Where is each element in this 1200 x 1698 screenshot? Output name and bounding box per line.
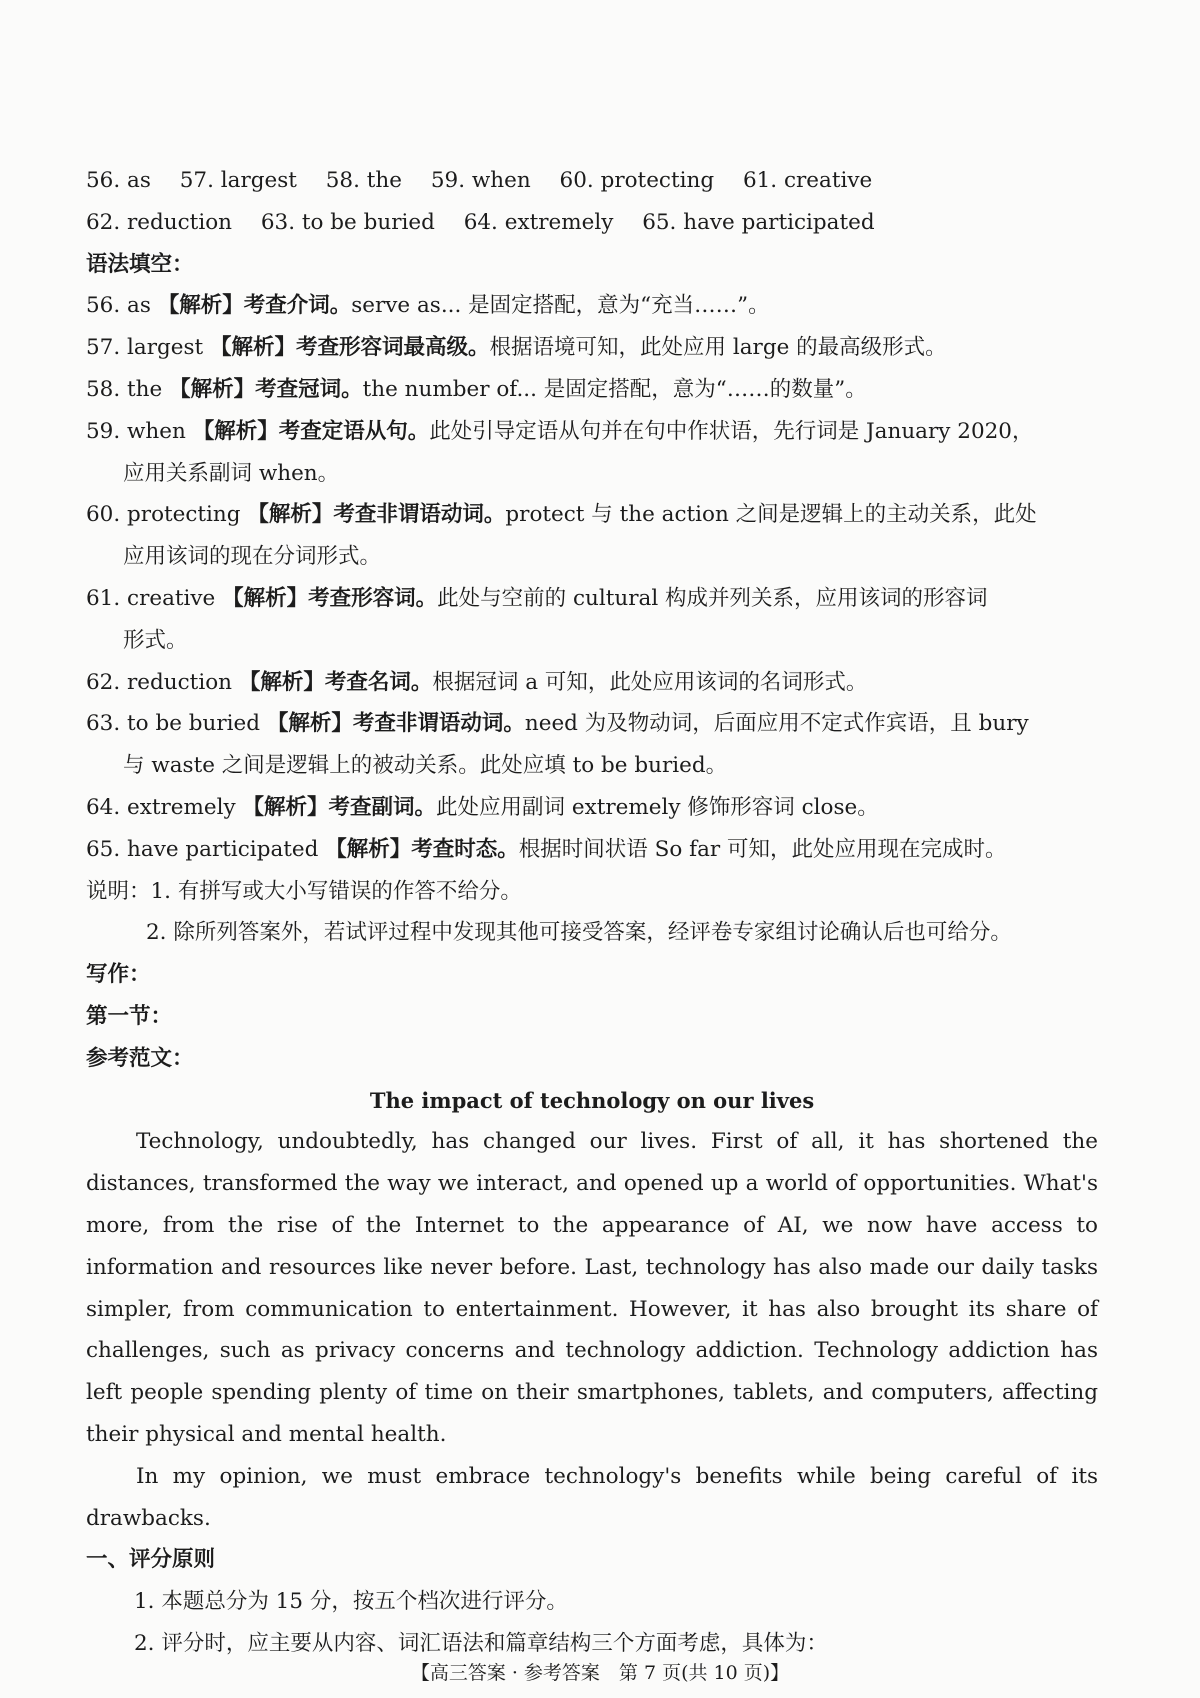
answer-item: 61. creative <box>742 168 873 193</box>
explanation-answer: 57. largest <box>86 335 204 361</box>
explanation-tag: 【解析】考查时态。 <box>325 836 519 862</box>
scoring-rule-2: 2. 评分时，应主要从内容、词汇语法和篇章结构三个方面考虑，具体为： <box>134 1630 828 1656</box>
essay-paragraph-1: Technology, undoubtedly, has changed our lives. First of all, it has shortened the distances, transformed the way we interact, and opened up a world of opportunities. What's more, from the rise of the Internet to the appearance of AI, we now have access to information and resources like never before. Last, technology has also made our daily tasks simpler, from communication to entertainment. However, it has also brought its share of challenges, such as privacy concerns and technology addiction. Technology addiction has left people spending plenty of time on their smartphones, tablets, and computers, affecting their physical and mental health. <box>86 1129 1098 1447</box>
explanation-56 <box>86 285 1098 327</box>
answer-item: 58. the <box>325 168 402 193</box>
explanation-answer: 59. when <box>86 418 186 444</box>
explanation-answer: 64. extremely <box>86 794 236 820</box>
explanation-text: serve as... 是固定搭配，意为“充当……”。 <box>351 293 770 319</box>
explanation-tag: 【解析】考查形容词最高级。 <box>210 335 490 361</box>
explanation-text: 根据时间状语 So far 可知，此处应用现在完成时。 <box>518 836 1007 862</box>
answer-item: 59. when <box>430 168 531 193</box>
explanation-text: 此处引导定语从句并在句中作状语，先行词是 January 2020， <box>429 418 1034 444</box>
explanation-64 <box>86 787 1098 829</box>
explanation-60 <box>86 494 1098 536</box>
explanation-text: 此处应用副词 extremely 修饰形容词 close。 <box>436 794 879 820</box>
explanation-answer: 63. to be buried <box>86 711 261 737</box>
explanation-answer: 56. as <box>86 293 151 319</box>
answer-item: 57. largest <box>179 168 297 193</box>
explanation-62 <box>86 662 1098 704</box>
note-2: 2. 除所列答案外，若试评过程中发现其他可接受答案，经评卷专家组讨论确认后也可给分。 <box>146 920 1012 946</box>
answer-item: 60. protecting <box>559 168 715 193</box>
explanation-58 <box>86 369 1098 411</box>
explanation-tag: 【解析】考查定语从句。 <box>192 418 430 444</box>
explanation-answer: 61. creative <box>86 585 216 611</box>
explanation-tag: 【解析】考查名词。 <box>238 669 433 695</box>
scoring-heading: 一、评分原则 <box>86 1547 216 1573</box>
explanation-59-continued: 应用关系副词 when。 <box>123 460 340 486</box>
explanation-text: 此处与空前的 cultural 构成并列关系，应用该词的形容词 <box>437 585 988 611</box>
grammar-heading: 语法填空： <box>86 251 194 277</box>
answer-item: 62. reduction <box>86 209 232 235</box>
explanation-tag: 【解析】考查形容词。 <box>222 585 438 611</box>
explanation-answer: 62. reduction <box>86 669 232 695</box>
answer-item: 56. as <box>86 168 151 193</box>
explanation-text: protect 与 the action 之间是逻辑上的主动关系，此处 <box>505 502 1037 528</box>
answer-item: 64. extremely <box>463 209 614 235</box>
explanation-tag: 【解析】考查非谓语动词。 <box>266 711 525 737</box>
explanation-65 <box>86 829 1098 871</box>
writing-heading: 写作： <box>86 962 151 988</box>
explanation-57 <box>86 327 1098 369</box>
scoring-rule-1: 1. 本题总分为 15 分，按五个档次进行评分。 <box>134 1589 568 1615</box>
essay-paragraph-2: In my opinion, we must embrace technology's benefits while being careful of its drawbacks. <box>86 1463 1098 1531</box>
answer-item: 65. have participated <box>642 209 875 235</box>
explanation-text: the number of... 是固定搭配，意为“……的数量”。 <box>362 376 867 402</box>
answer-item: 63. to be buried <box>260 209 435 235</box>
explanation-63-continued: 与 waste 之间是逻辑上的被动关系。此处应填 to be buried。 <box>123 753 728 779</box>
section-heading: 第一节： <box>86 1003 173 1029</box>
explanation-tag: 【解析】考查介词。 <box>157 293 352 319</box>
answer-row-2 <box>86 202 1098 244</box>
answer-sheet <box>86 160 1098 1665</box>
explanation-answer: 65. have participated <box>86 836 319 862</box>
explanation-answer: 60. protecting <box>86 502 241 528</box>
explanation-text: 根据语境可知，此处应用 large 的最高级形式。 <box>489 335 947 361</box>
page-footer: 【高三答案 · 参考答案 第 7 页(共 10 页)】 <box>410 1662 790 1684</box>
explanation-tag: 【解析】考查非谓语动词。 <box>247 502 506 528</box>
explanation-60-continued: 应用该词的现在分词形式。 <box>123 544 382 570</box>
explanation-text: need 为及物动词，后面应用不定式作宾语，且 bury <box>524 711 1029 737</box>
note-1: 说明：1. 有拼写或大小写错误的作答不给分。 <box>86 878 522 904</box>
explanation-answer: 58. the <box>86 376 163 402</box>
explanation-tag: 【解析】考查冠词。 <box>169 376 363 402</box>
answer-row-1 <box>86 160 1098 202</box>
essay-title: The impact of technology on our lives <box>369 1087 815 1113</box>
explanation-63 <box>86 703 1098 745</box>
explanation-text: 根据冠词 a 可知，此处应用该词的名词形式。 <box>432 669 868 695</box>
sample-heading: 参考范文： <box>86 1045 194 1071</box>
explanation-61 <box>86 578 1098 620</box>
explanation-61-continued: 形式。 <box>123 627 188 653</box>
explanation-tag: 【解析】考查副词。 <box>242 794 437 820</box>
explanation-59 <box>86 411 1098 453</box>
